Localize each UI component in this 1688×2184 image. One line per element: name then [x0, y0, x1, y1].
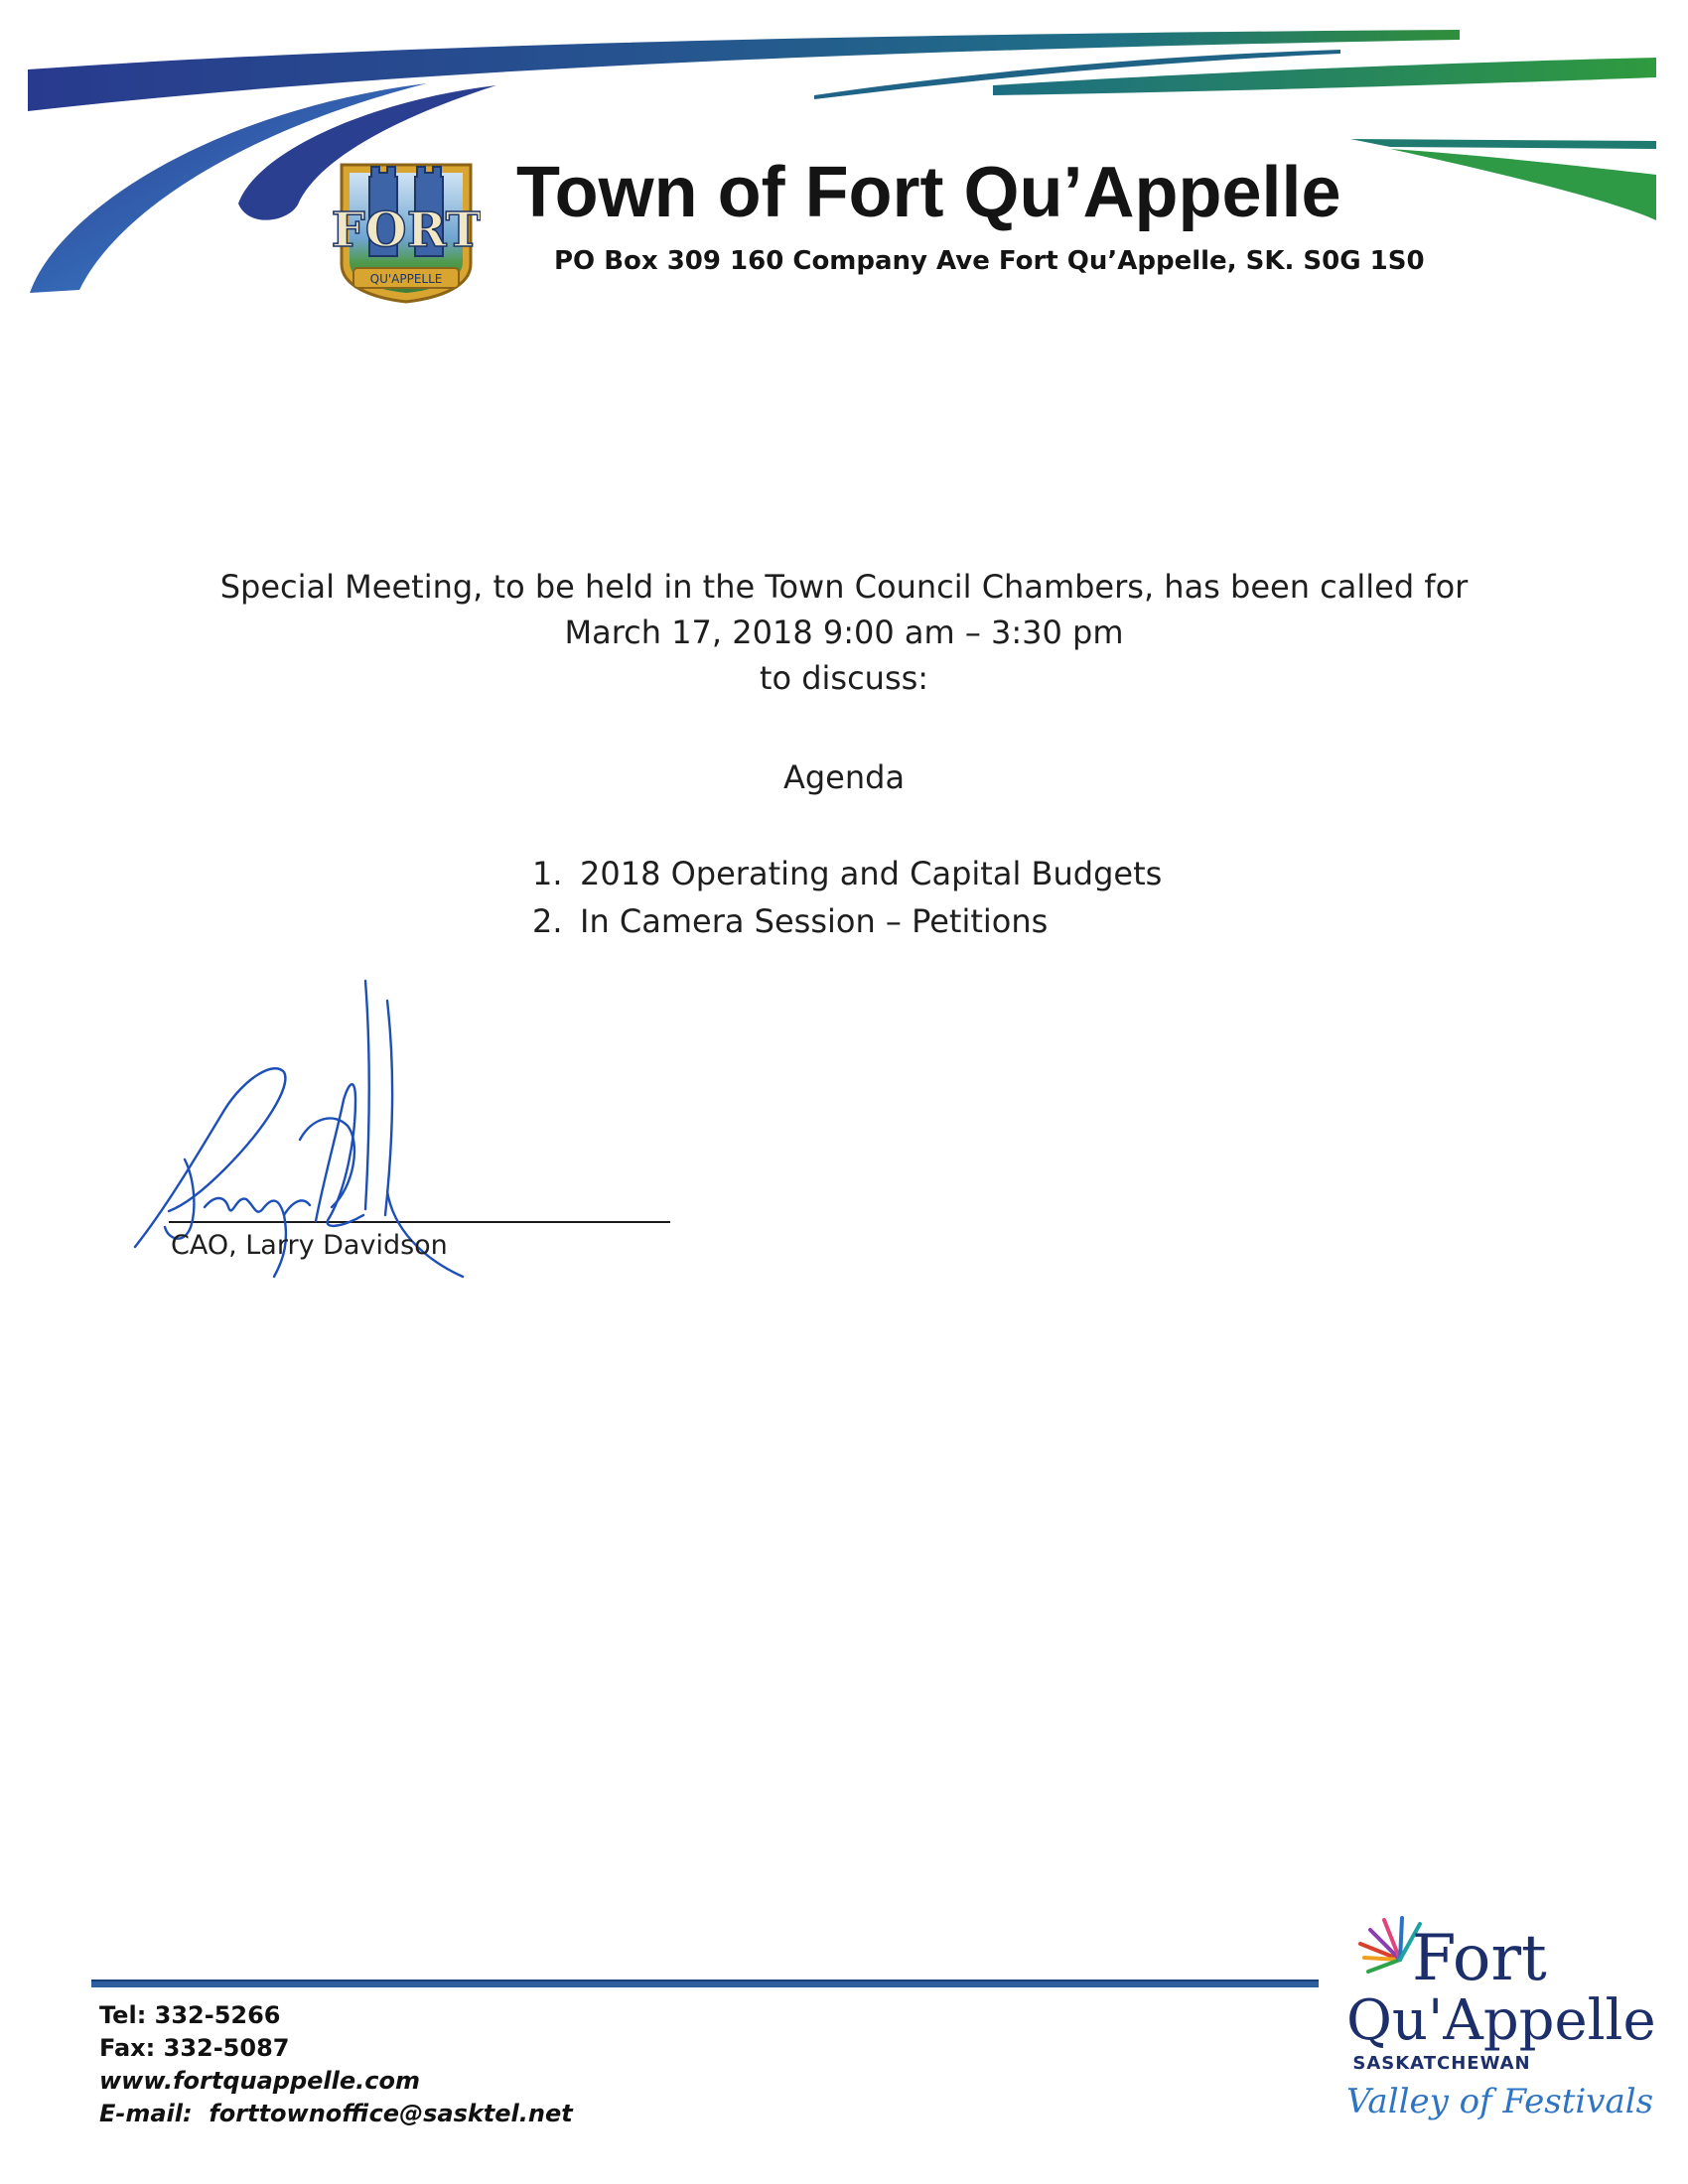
- svg-text:Qu'Appelle: Qu'Appelle: [1346, 1988, 1656, 2053]
- agenda-heading: Agenda: [782, 758, 906, 796]
- footer-email-link[interactable]: forttownoffice@sasktel.net: [209, 2100, 573, 2127]
- footer-contact: [99, 1999, 573, 2130]
- agenda-item-number: 1.: [532, 855, 563, 892]
- agenda-item: [532, 850, 1162, 897]
- footer-fax: Fax: 332-5087: [99, 2034, 290, 2062]
- notice-line-3: to discuss:: [759, 659, 929, 697]
- swoosh-right-tail: [1390, 149, 1656, 220]
- meeting-notice: [149, 564, 1539, 701]
- fort-crest-icon: [332, 147, 481, 306]
- agenda-item-number: 2.: [532, 902, 563, 940]
- agenda-item-text: In Camera Session – Petitions: [580, 902, 1049, 940]
- signer-name: CAO, Larry Davidson: [171, 1230, 448, 1261]
- footer-tel: Tel: 332-5266: [99, 2001, 281, 2029]
- svg-text:FORT: FORT: [332, 203, 481, 258]
- swoosh-right-upper: [1350, 139, 1656, 149]
- footer-website-link[interactable]: www.fortquappelle.com: [99, 2067, 421, 2095]
- swoosh-right-blade: [993, 58, 1656, 95]
- footer-rule: [91, 1979, 1319, 1987]
- notice-line-2: March 17, 2018 9:00 am – 3:30 pm: [564, 614, 1124, 651]
- svg-text:Valley of Festivals: Valley of Festivals: [1346, 2082, 1654, 2121]
- agenda-item-text: 2018 Operating and Capital Budgets: [580, 855, 1163, 892]
- swoosh-top-band: [28, 30, 1460, 111]
- agenda-item: [532, 897, 1162, 945]
- svg-text:SASKATCHEWAN: SASKATCHEWAN: [1352, 2053, 1531, 2074]
- footer-email-label: E-mail:: [99, 2100, 193, 2127]
- svg-text:Fort: Fort: [1412, 1922, 1547, 1995]
- notice-line-1: Special Meeting, to be held in the Town Council Chambers, has been called for: [219, 568, 1469, 606]
- town-address: PO Box 309 160 Company Ave Fort Qu’Appelle, SK. S0G 1S0: [554, 246, 1425, 276]
- agenda-list: [532, 850, 1162, 945]
- footer-email: [99, 2098, 573, 2130]
- firework-burst-icon: [1360, 1918, 1420, 1972]
- svg-text:QU'APPELLE: QU'APPELLE: [369, 272, 443, 286]
- valley-of-festivals-logo: [1331, 1884, 1658, 2122]
- town-name: Town of Fort Qu’Appelle: [516, 153, 1341, 232]
